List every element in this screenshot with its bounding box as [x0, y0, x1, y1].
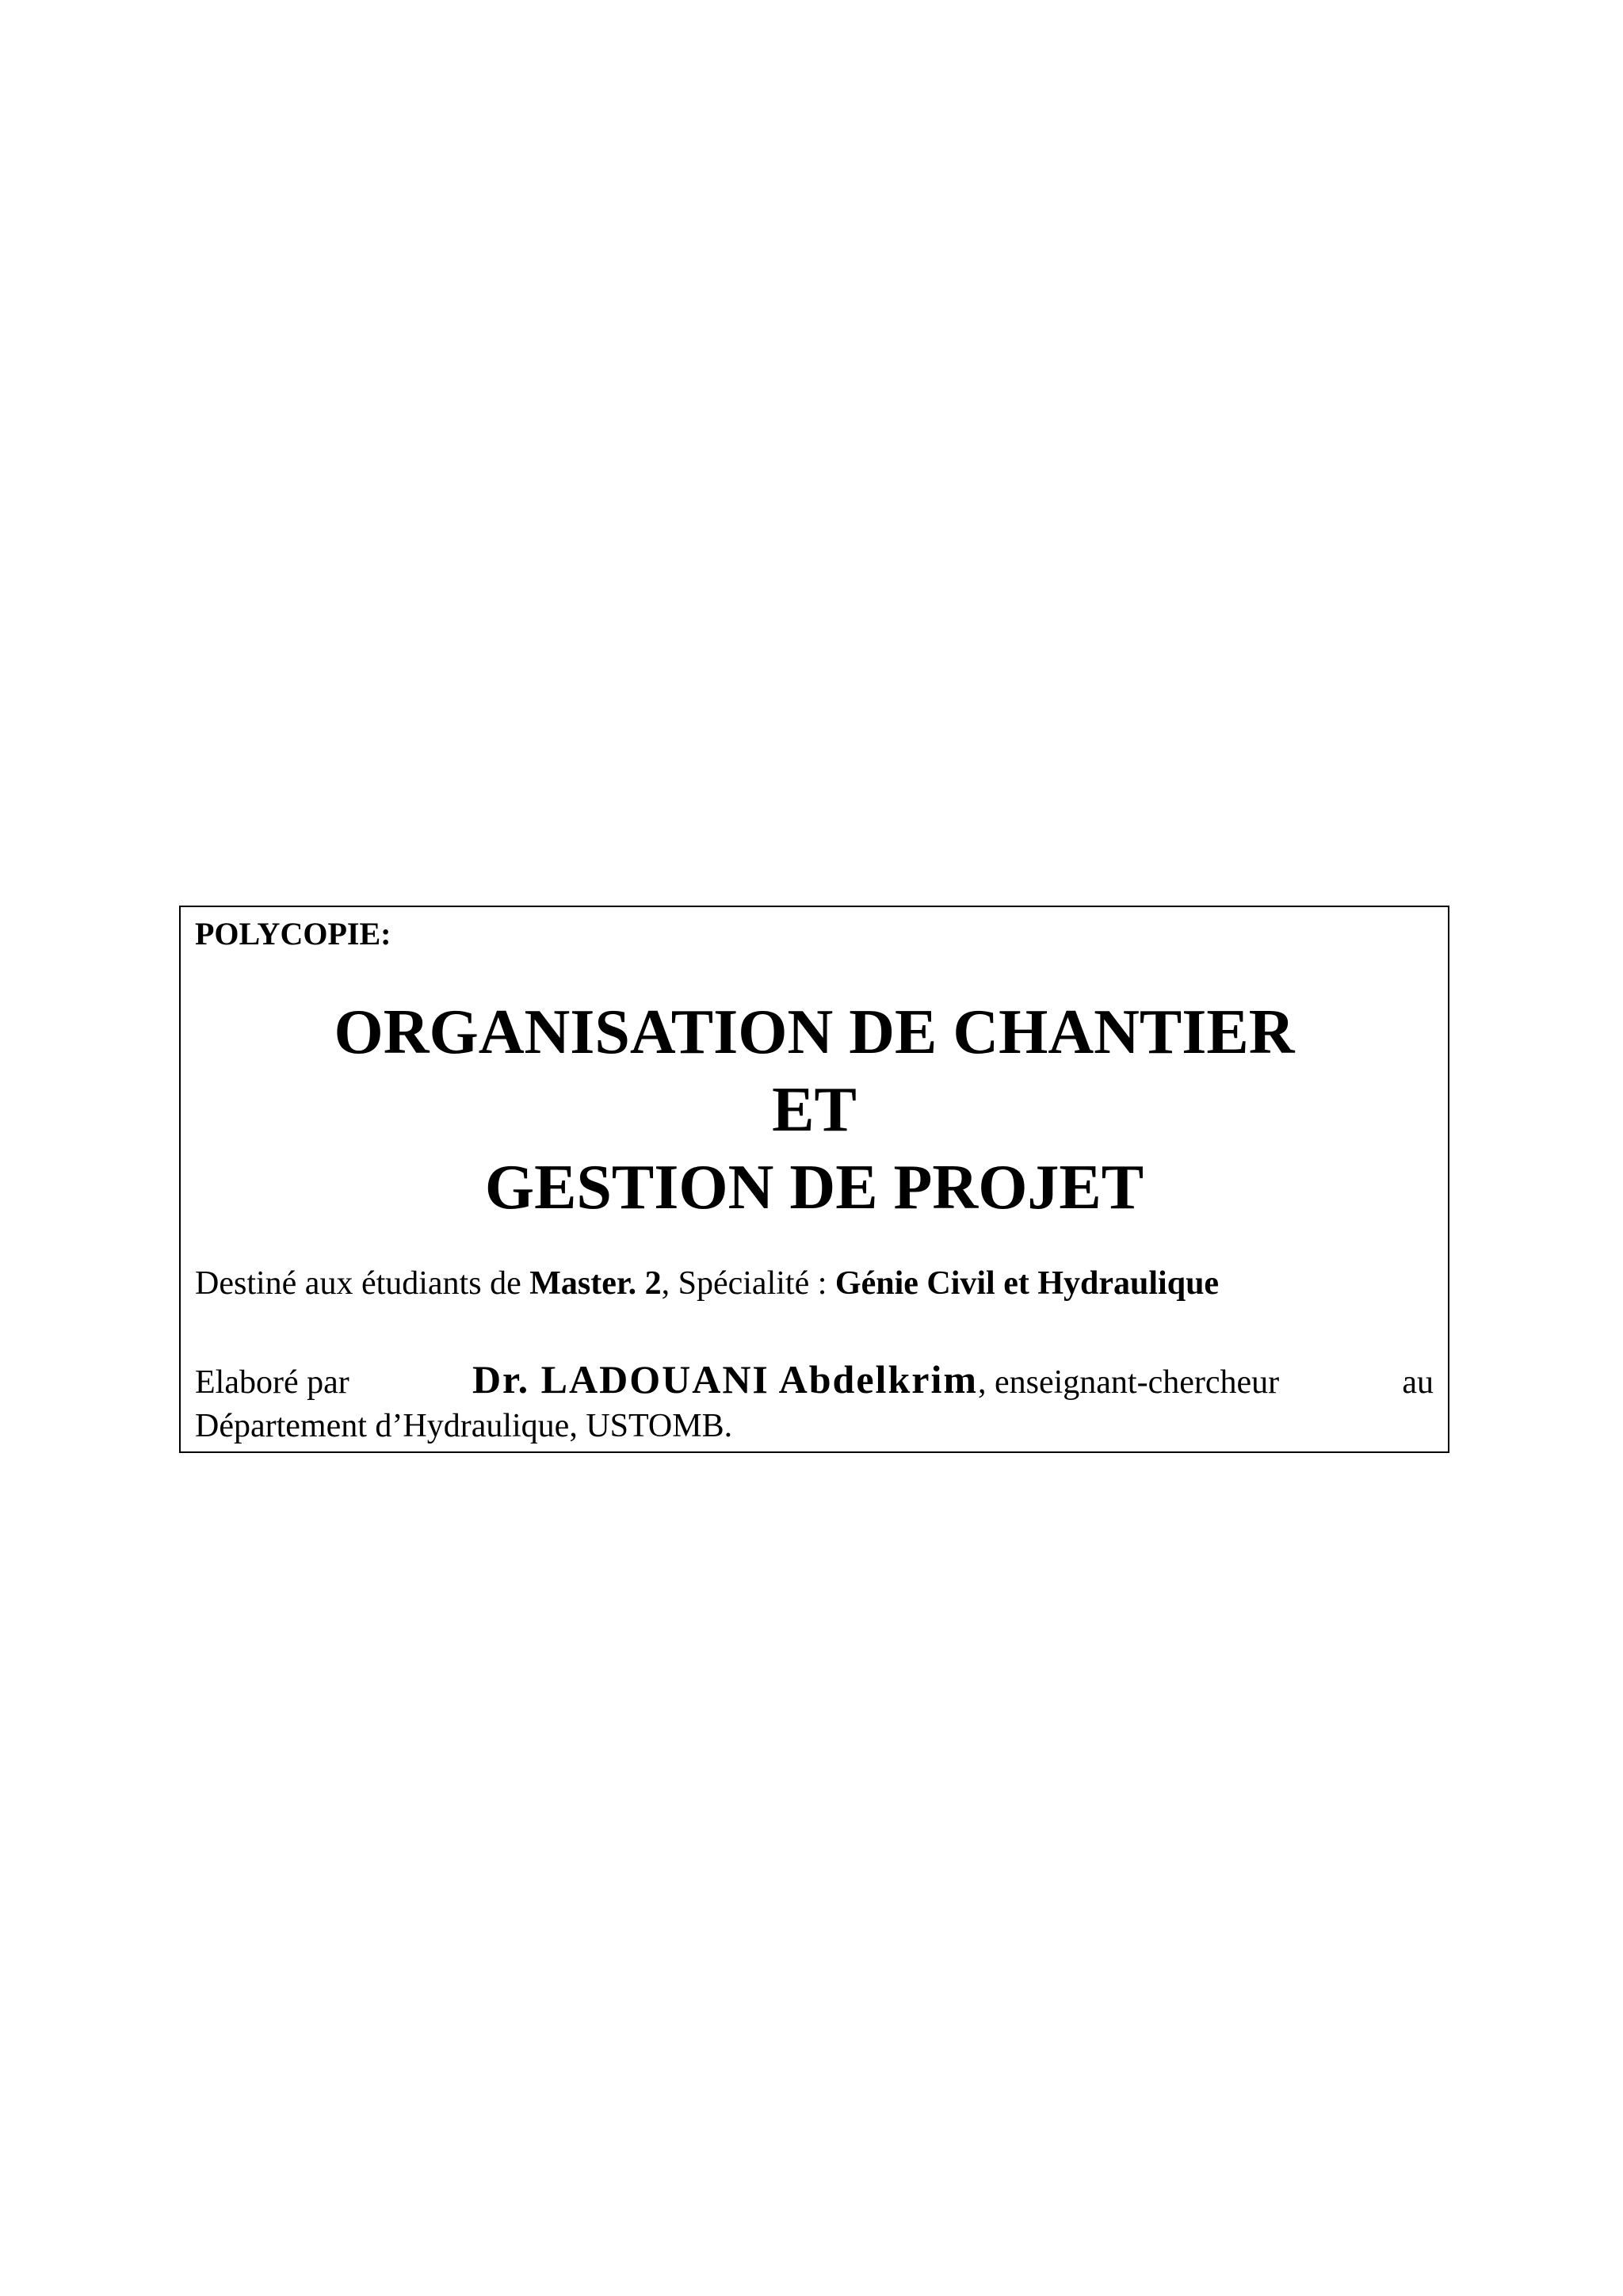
author-name: Dr. LADOUANI Abdelkrim: [472, 1357, 978, 1402]
title-line-3: GESTION DE PROJET: [484, 1153, 1144, 1222]
author-name-group: [472, 1356, 1279, 1403]
title-line-2: ET: [772, 1075, 857, 1145]
audience-middle: , Spécialité :: [661, 1265, 835, 1302]
cover-title-box: [179, 906, 1449, 1453]
audience-prefix: Destiné aux étudiants de: [195, 1265, 530, 1302]
author-connector: au: [1402, 1364, 1434, 1401]
author-line: [195, 1356, 1434, 1403]
author-affiliation: Département d’Hydraulique, USTOMB.: [195, 1408, 733, 1444]
audience-speciality: Génie Civil et Hydraulique: [834, 1265, 1220, 1302]
audience-level: Master. 2: [529, 1265, 662, 1302]
author-prefix: Elaboré par: [195, 1364, 349, 1401]
audience-line: [195, 1264, 1219, 1303]
title-line-1: ORGANISATION DE CHANTIER: [334, 997, 1295, 1067]
author-role: , enseignant-chercheur: [977, 1364, 1280, 1401]
document-type-label: POLYCOPIE:: [195, 916, 391, 952]
